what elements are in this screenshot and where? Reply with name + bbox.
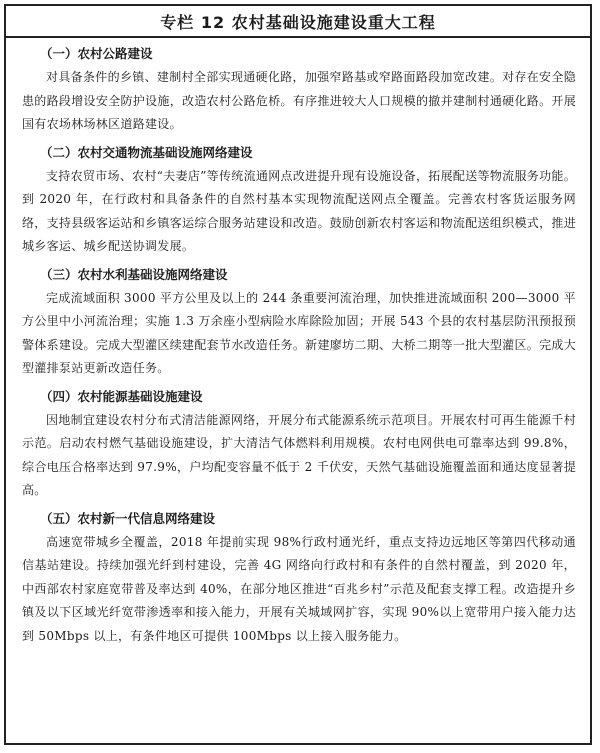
column-title: 专栏 12 农村基础设施建设重大工程: [6, 6, 590, 38]
section-heading: （二）农村交通物流基础设施网络建设: [40, 144, 253, 160]
section-rural-logistics: [22, 137, 576, 259]
section-heading: （四）农村能源基础设施建设: [40, 388, 203, 404]
section-body: 支持农贸市场、农村“夫妻店”等传统流通网点改进提升现有设施设备，拓展配送等物流服务功能。到 2020 年，在行政村和具备条件的自然村基本实现物流配送网点全覆盖。完善农村客货运服务网络，支持县级客运站和乡镇客运综合服务站建设和改造。鼓励创新农村客运和物流配送组织模式，推进城乡客运、城乡配送协调发展。: [22, 168, 576, 253]
section-heading: （一）农村公路建设: [40, 46, 153, 61]
section-heading: （五）农村新一代信息网络建设: [40, 510, 216, 526]
section-body: 高速宽带城乡全覆盖，2018 年提前实现 98%行政村通光纤，重点支持边远地区等第四代移动通信基站建设。持续加强光纤到村建设，完善 4G 网络向行政村和有条件的自然村覆盖，到 2020 年，中西部农村家庭宽带普及率达到 40%，在部分地区推进“百兆乡村”示范及配套支撑工程。改造提升乡镇及以下区域光纤宽带渗透率和接入能力，开展有关城域网扩容，实现 90%以上宽带用户接入能力达到 50Mbps 以上，有条件地区可提供 100Mbps 以上接入服务能力。: [22, 534, 576, 643]
section-rural-roads: [22, 38, 576, 137]
section-rural-water: [22, 259, 576, 381]
column-box: [4, 4, 592, 745]
section-rural-network: [22, 503, 576, 649]
section-heading: （三）农村水利基础设施网络建设: [40, 266, 228, 282]
section-body: 因地制宜建设农村分布式清洁能源网络，开展分布式能源系统示范项目。开展农村可再生能源千村示范。启动农村燃气基础设施建设，扩大清洁气体燃料利用规模。农村电网供电可靠率达到 99.8%，综合电压合格率达到 97.9%，户均配变容量不低于 2 千伏安，天然气基础设施覆盖面和通达度显著提高。: [22, 412, 576, 497]
column-content: [6, 38, 590, 648]
section-rural-energy: [22, 381, 576, 503]
section-body: 完成流域面积 3000 平方公里及以上的 244 条重要河流治理，加快推进流域面积 200—3000 平方公里中小河流治理；实施 1.3 万余座小型病险水库除险加固；开展 543 个县的农村基层防汛预报预警体系建设。完成大型灌区续建配套节水改造任务。新建廖坊二期、大桥二期等一批大型灌区。完成大型灌排泵站更新改造任务。: [22, 290, 576, 375]
section-body: 对具备条件的乡镇、建制村全部实现通硬化路，加强窄路基或窄路面路段加宽改建。对存在安全隐患的路段增设安全防护设施，改造农村公路危桥。有序推进较大人口规模的撤并建制村通硬化路。开展国有农场林场林区道路建设。: [22, 70, 576, 131]
